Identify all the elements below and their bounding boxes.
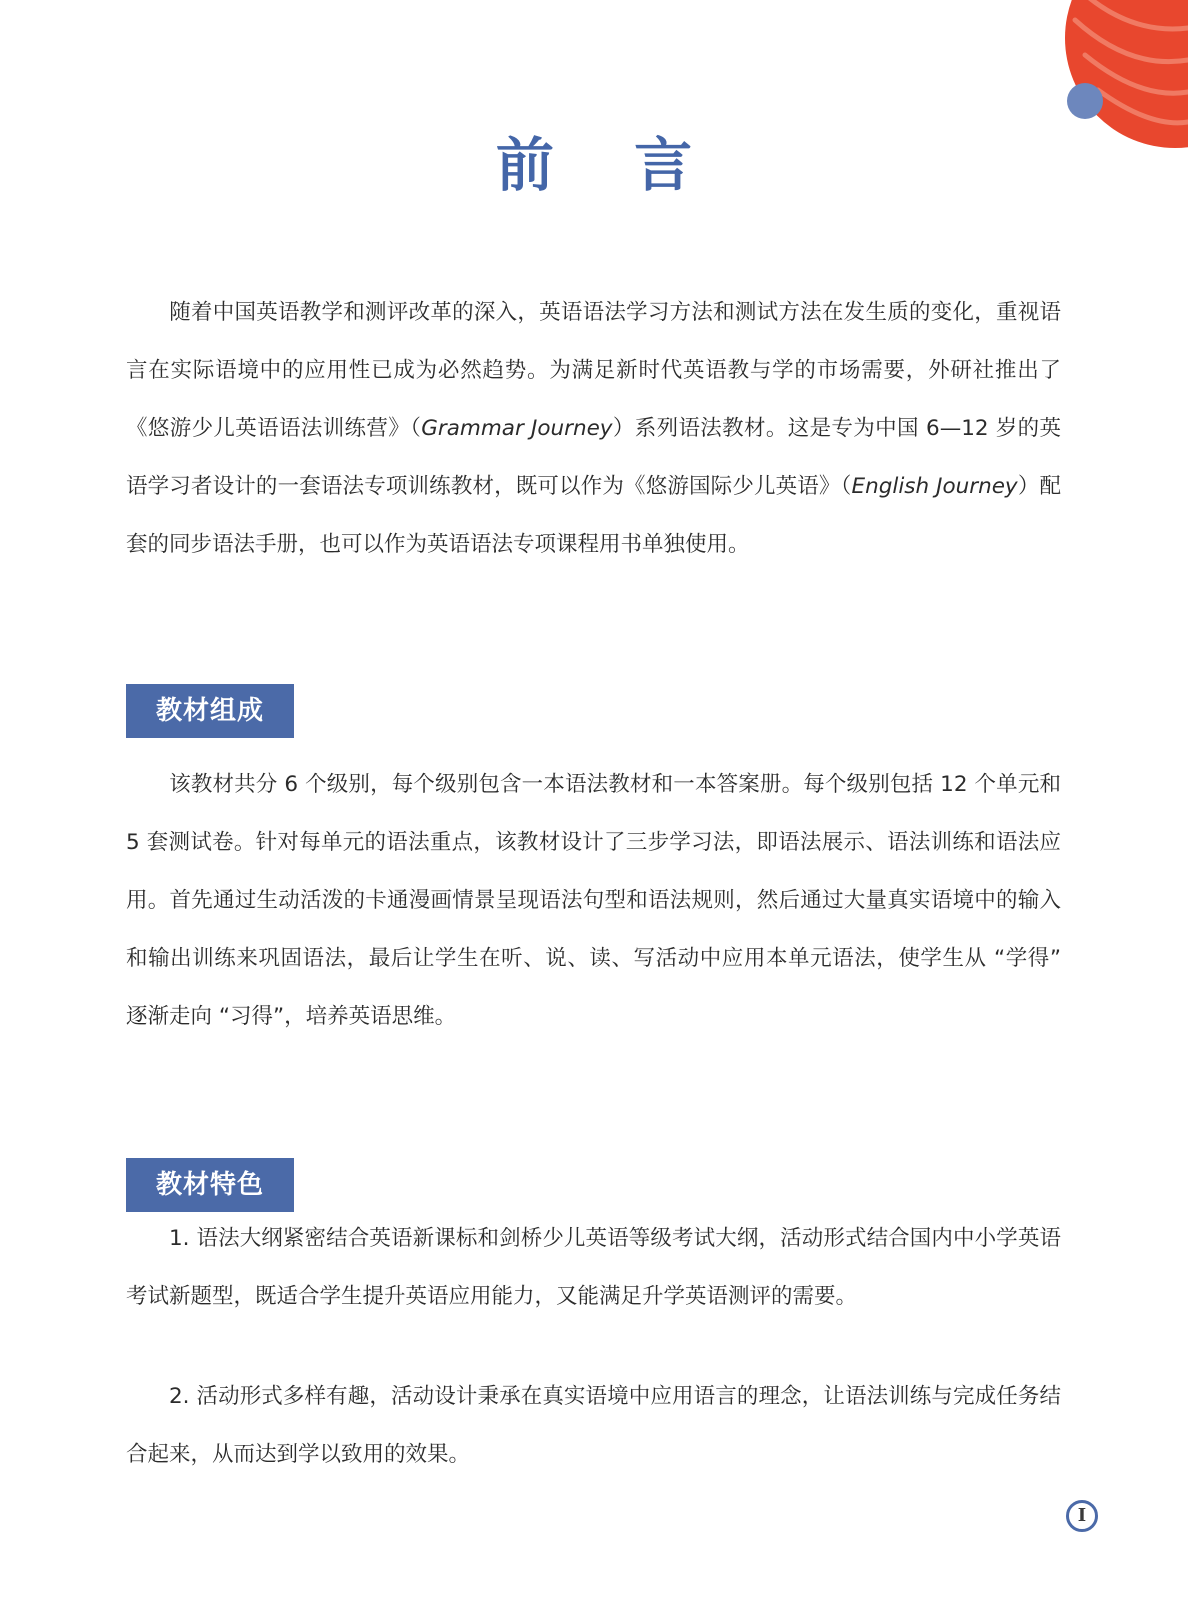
feature-item-1 [126,1210,1061,1326]
composition-paragraph [126,756,1061,1046]
feature-item-1-text: 1. 语法大纲紧密结合英语新课标和剑桥少儿英语等级考试大纲，活动形式结合国内中小学英语考试新题型，既适合学生提升英语应用能力，又能满足升学英语测评的需要。 [126,1226,1061,1309]
intro-text-1: 随着中国英语教学和测评改革的深入，英语语法学习方法和测试方法在发生质的变化，重视语言在实际语境中的应用性已成为必然趋势。为满足新时代英语教与学的市场需要，外研社推出了《悠游少儿英语语法训练营》（ [126,300,1061,441]
blue-dot-icon [1067,83,1103,119]
page-number: I [1066,1500,1098,1532]
composition-text: 该教材共分 6 个级别，每个级别包含一本语法教材和一本答案册。每个级别包括 12 个单元和 5 套测试卷。针对每单元的语法重点，该教材设计了三步学习法，即语法展示、语法训练和语法应用。首先通过生动活泼的卡通漫画情景呈现语法句型和语法规则，然后通过大量真实语境中的输入和输出训练来巩固语法，最后让学生在听、说、读、写活动中应用本单元语法，使学生从 “学得” 逐渐走向 “习得”，培养英语思维。 [126,772,1061,1029]
page-title: 前 言 [495,131,723,199]
feature-item-2 [126,1368,1061,1484]
feature-item-2-text: 2. 活动形式多样有趣，活动设计秉承在真实语境中应用语言的理念，让语法训练与完成任务结合起来，从而达到学以致用的效果。 [126,1384,1061,1467]
intro-paragraph [126,284,1061,574]
series-title-grammar-journey: Grammar Journey [421,416,613,441]
section-heading-composition: 教材组成 [126,684,294,738]
section-heading-features: 教材特色 [126,1158,294,1212]
intro-text-2: ）系列语法教材。这是专为中国 6—12 岁的英语学习者设计的一套语法专项训练教材，既可以作为《悠游国际少儿英语》（ [126,416,1061,499]
intro-text-3: ）配套的同步语法手册，也可以作为英语语法专项课程用书单独使用。 [126,474,1061,557]
series-title-english-journey: English Journey [851,474,1018,499]
